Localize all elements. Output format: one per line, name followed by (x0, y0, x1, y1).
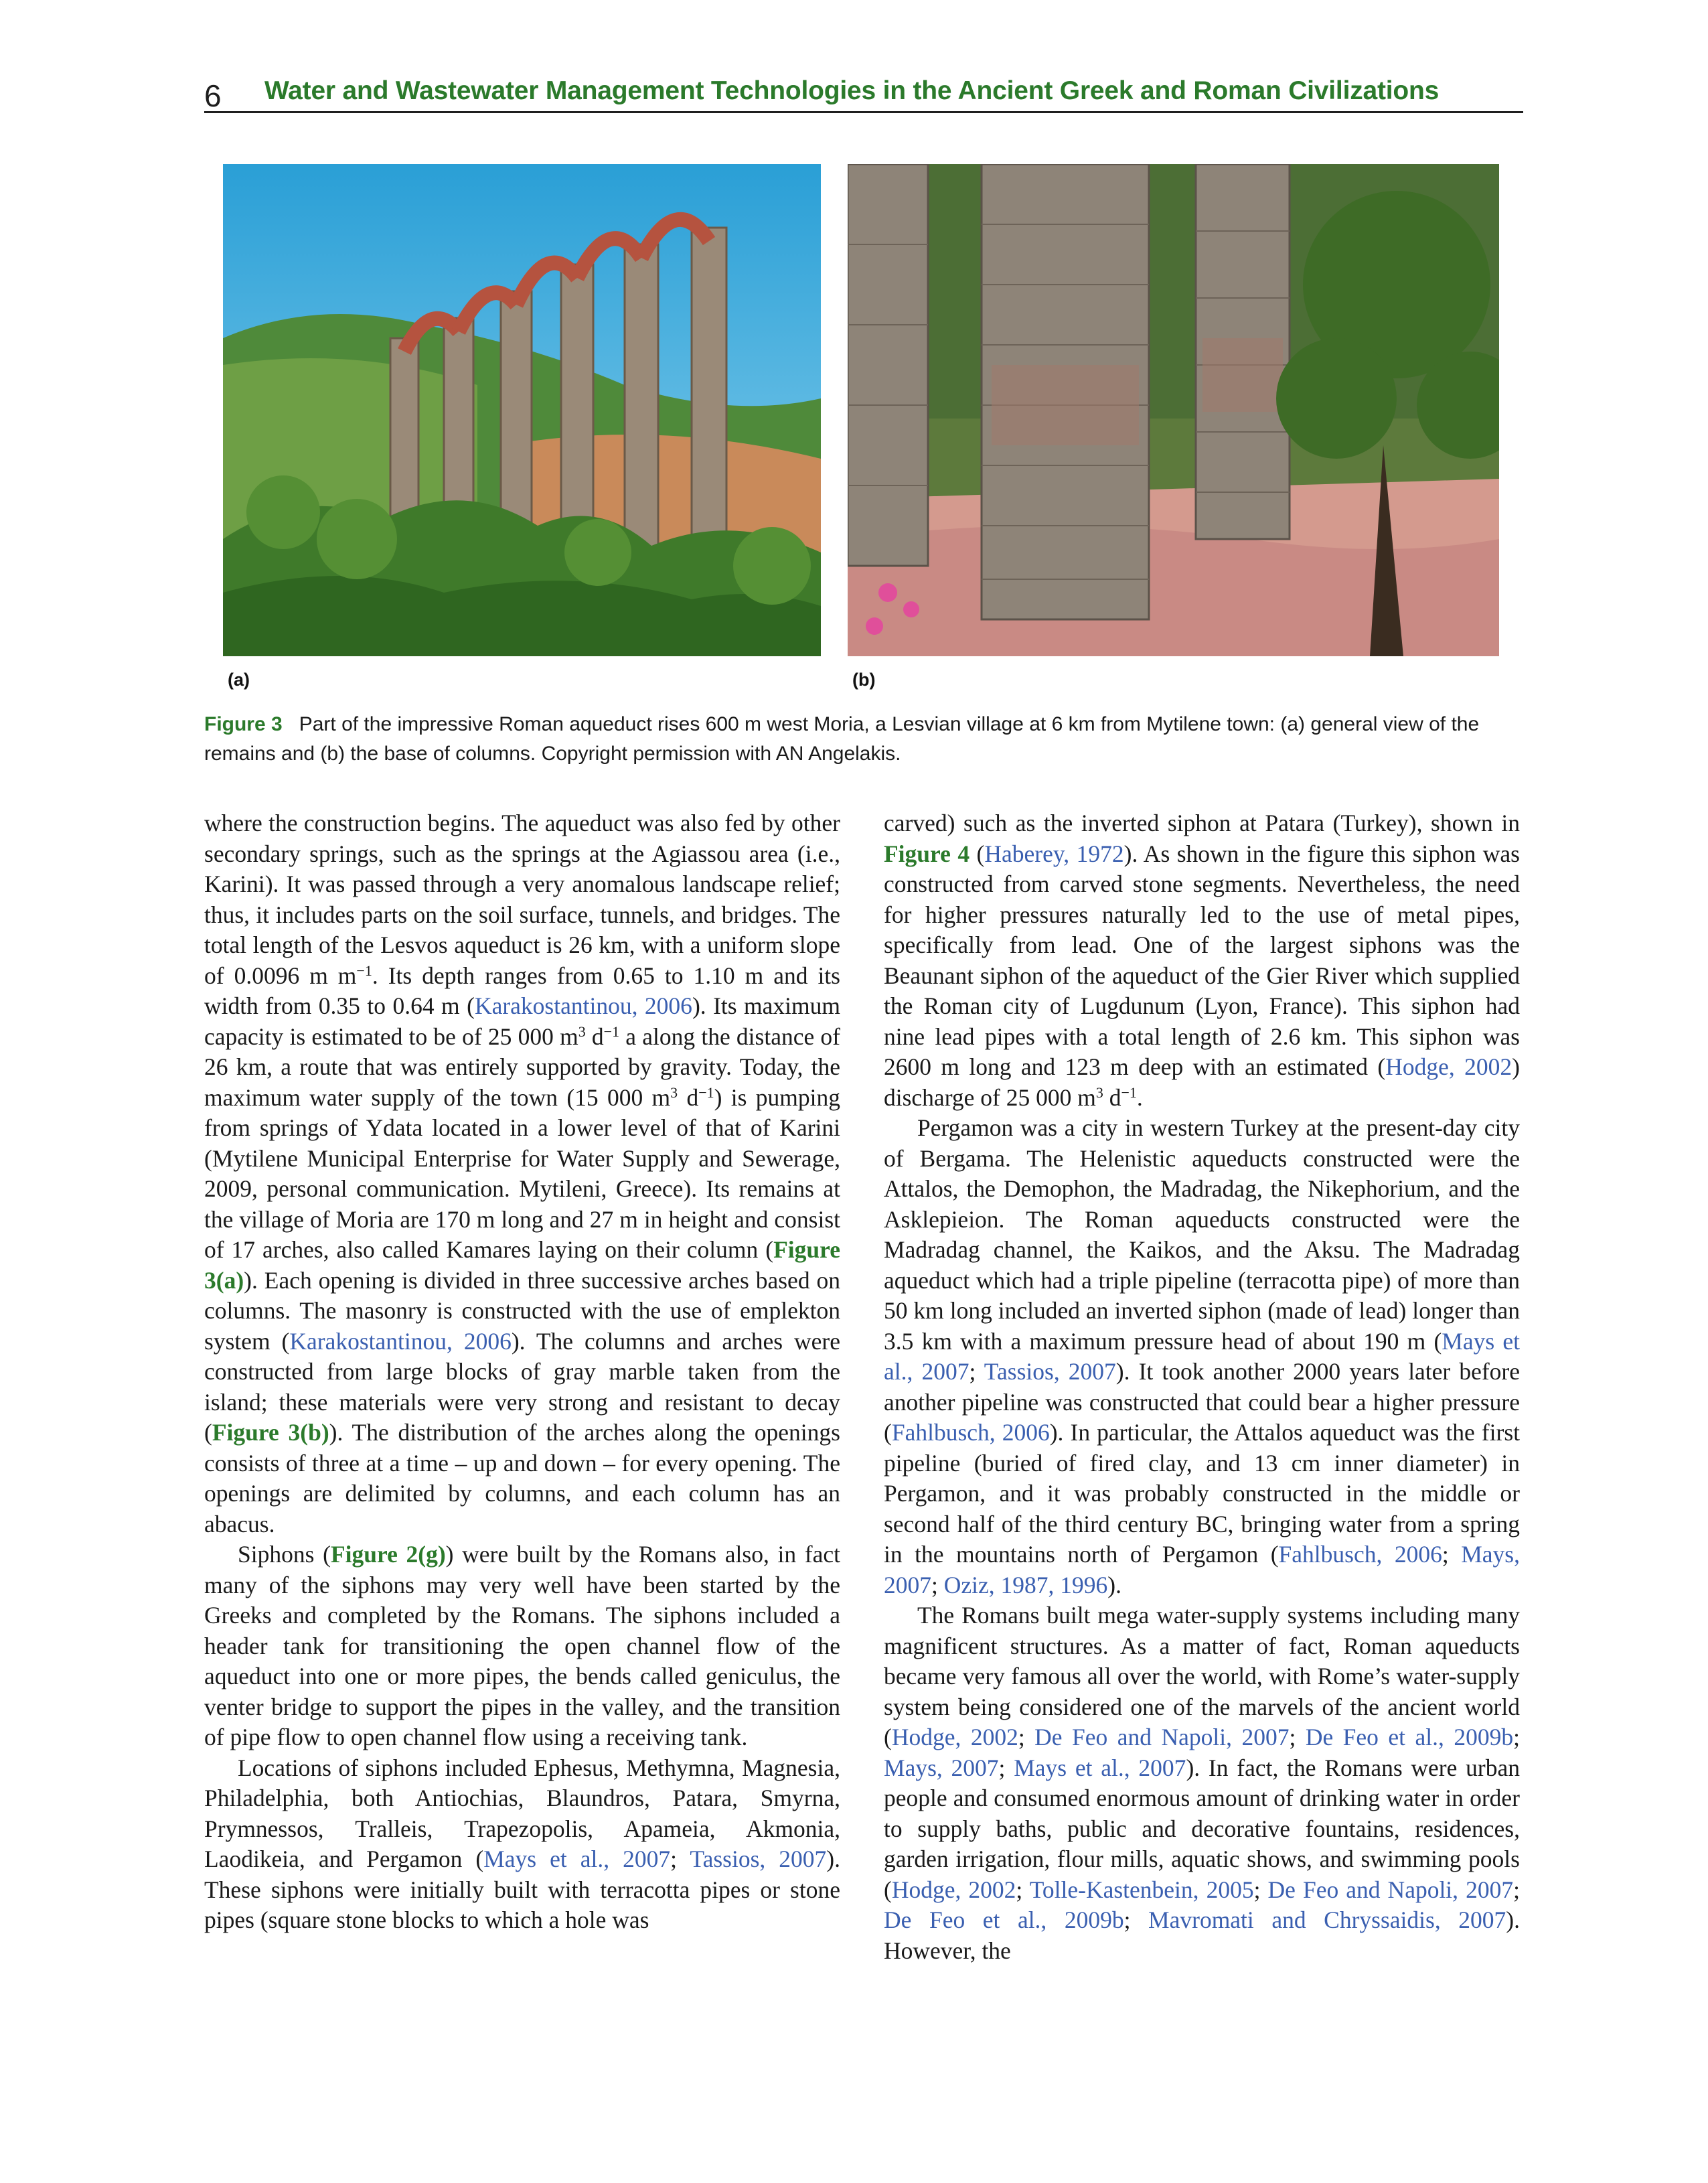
citation-link[interactable]: Mays, 2007 (884, 1754, 999, 1781)
citation-link[interactable]: Hodge, 2002 (891, 1724, 1018, 1750)
citation-link[interactable]: De Feo and Napoli, 2007 (1034, 1724, 1290, 1750)
figure-link[interactable]: Figure 3(b) (212, 1419, 329, 1446)
page-number: 6 (204, 78, 222, 113)
figure-3b-label: (b) (852, 670, 876, 690)
caption-label: Figure 3 (204, 713, 283, 735)
citation-link[interactable]: Mays, 2007 (884, 1541, 1520, 1598)
citation-link[interactable]: Mays et al., 2007 (884, 1327, 1520, 1385)
citation-link[interactable]: De Feo and Napoli, 2007 (1267, 1876, 1514, 1903)
citation-link[interactable]: Mavromati and Chryssaidis, 2007 (1148, 1906, 1506, 1933)
paragraph: Pergamon was a city in western Turkey at the present-day city of Bergama. The Helenistic aqueducts constructed were the Attalos, the Demophon, the Madradag, the Nikephorium, and the Asklepieion. The Roman aqueducts constructed were the Madradag channel, the Kaikos, and the Aksu. The Madradag aqueduct which had a triple pipeline (terracotta pipe) of more than 50 km long included an inverted siphon (made of lead) longer than 3.5 km with a maximum pressure head of about 190 m (Mays et al., 2007; Tassios, 2007). It took another 2000 years later before another pipeline was constructed that could bear a higher pressure (Fahlbusch, 2006). In particular, the Attalos aqueduct was the first pipeline (buried of fired clay, and 13 cm inner diameter) in Pergamon, and it was probably constructed in the middle or second half of the third century BC, bringing water from a spring in the mountains north of Pergamon (Fahlbusch, 2006; Mays, 2007; Oziz, 1987, 1996). (884, 1114, 1521, 1598)
body-column-right (884, 808, 1520, 1966)
citation-link[interactable]: Karakostantinou, 2006 (289, 1327, 512, 1355)
citation-link[interactable]: Karakostantinou, 2006 (474, 992, 692, 1019)
figure-link[interactable]: Figure 4 (884, 840, 970, 867)
citation-link[interactable]: Tassios, 2007 (690, 1846, 827, 1872)
figure-link[interactable]: Figure 2(g) (330, 1541, 446, 1568)
citation-link[interactable]: Tassios, 2007 (984, 1358, 1116, 1385)
citation-link[interactable]: Fahlbusch, 2006 (1278, 1541, 1442, 1568)
citation-link[interactable]: Fahlbusch, 2006 (891, 1419, 1050, 1446)
running-title: Water and Wastewater Management Technologies in the Ancient Greek and Roman Civilizations (264, 76, 1440, 105)
figure-3a-photo (223, 164, 821, 656)
figure-3b-photo (848, 164, 1499, 656)
paragraph: carved) such as the inverted siphon at Patara (Turkey), shown in Figure 4 (Haberey, 1972). As shown in the figure this siphon was constructed from carved stone segments. Nevertheless, the need for higher pressures naturally led to the use of metal pipes, specifically from lead. One of the largest siphons was the Beaunant siphon of the aqueduct of the Gier River which supplied the Roman city of Lugdunum (Lyon, France). This siphon had nine lead pipes with a total length of 2.6 km. This siphon was 2600 m long and 123 m deep with an estimated (Hodge, 2002) discharge of 25 000 $m^3$ $d^{-1}$. (884, 810, 1520, 1111)
figure-3-caption (204, 710, 1520, 769)
citation-link[interactable]: Oziz, 1987, 1996 (943, 1571, 1108, 1598)
figure-link[interactable]: Figure 3(a) (204, 1236, 840, 1294)
citation-link[interactable]: De Feo et al., 2009b (884, 1906, 1124, 1933)
paragraph: Locations of siphons included Ephesus, Methymna, Magnesia, Philadelphia, both Antiochias, Blaundros, Patara, Smyrna, Prymnessos, Tralleis, Trapezopolis, Apameia, Akmonia, Laodikeia, and Pergamon (Mays et al., 2007; Tassios, 2007). These siphons were initially built with terracotta pipes or stone pipes (square stone blocks to which a hole was (204, 1754, 840, 1933)
caption-text: Part of the impressive Roman aqueduct rises 600 m west Moria, a Lesvian village at 6 km from Mytilene town: (a) general view of the remains and (b) the base of columns. Copyright permission with AN Angelakis. (204, 713, 1480, 765)
figure-3a-label: (a) (228, 670, 250, 690)
running-header (204, 74, 1523, 113)
citation-link[interactable]: Haberey, 1972 (984, 840, 1124, 867)
citation-link[interactable]: Mays et al., 2007 (1014, 1754, 1186, 1781)
paragraph: where the construction begins. The aqueduct was also fed by other secondary springs, such as the springs at the Agiassou area (i.e., Karini). It was passed through a very anomalous landscape relief; thus, it includes parts on the soil surface, tunnels, and bridges. The total length of the Lesvos aqueduct is 26 km, with a uniform slope of 0.0096 m $m^{-1}$. Its depth ranges from 0.65 to 1.10 m and its width from 0.35 to 0.64 m (Karakostantinou, 2006). Its maximum capacity is estimated to be of 25 000 $m^3$ $d^{-1}$ a along the distance of 26 km, a route that was entirely supported by gravity. Today, the maximum water supply of the town (15 000 $m^3$ $d^{-1}$) is pumping from springs of Ydata located in a lower level of that of Karini (Mytilene Municipal Enterprise for Water Supply and Sewerage, 2009, personal communication. Mytileni, Greece). Its remains at the village of Moria are 170 m long and 27 m in height and consist of 17 arches, also called Kamares laying on their column (Figure 3(a)). Each opening is divided in three successive arches based on columns. The masonry is constructed with the use of emplekton system (Karakostantinou, 2006). The columns and arches were constructed from large blocks of gray marble taken from the island; these materials were very strong and resistant to decay (Figure 3(b)). The distribution of the arches along the openings consists of three at a time – up and down – for every opening. The openings are delimited by columns, and each column has an abacus. (204, 810, 841, 1537)
citation-link[interactable]: De Feo et al., 2009b (1305, 1724, 1514, 1750)
citation-link[interactable]: Tolle-Kastenbein, 2005 (1029, 1876, 1254, 1903)
citation-link[interactable]: Hodge, 2002 (1385, 1053, 1512, 1080)
citation-link[interactable]: Hodge, 2002 (891, 1876, 1016, 1903)
paragraph: Siphons (Figure 2(g)) were built by the Romans also, in fact many of the siphons may very well have been started by the Greeks and completed by the Romans. The siphons included a header tank for transitioning the open channel flow of the aqueduct into one or more pipes, the bends called geniculus, the venter bridge to support the pipes in the valley, and the transition of pipe flow to open channel flow using a receiving tank. (204, 1541, 840, 1750)
body-column-left (204, 808, 840, 1936)
citation-link[interactable]: Mays et al., 2007 (483, 1846, 671, 1872)
paragraph: The Romans built mega water-supply systems including many magnificent structures. As a matter of fact, Roman aqueducts became very famous all over the world, with Rome’s water-supply system being considered one of the marvels of the ancient world (Hodge, 2002; De Feo and Napoli, 2007; De Feo et al., 2009b; Mays, 2007; Mays et al., 2007). In fact, the Romans were urban people and consumed enormous amount of drinking water in order to supply baths, public and decorative fountains, residences, garden irrigation, flour mills, aquatic shows, and swimming pools (Hodge, 2002; Tolle-Kastenbein, 2005; De Feo and Napoli, 2007; De Feo et al., 2009b; Mavromati and Chryssaidis, 2007). However, the (884, 1602, 1520, 1964)
